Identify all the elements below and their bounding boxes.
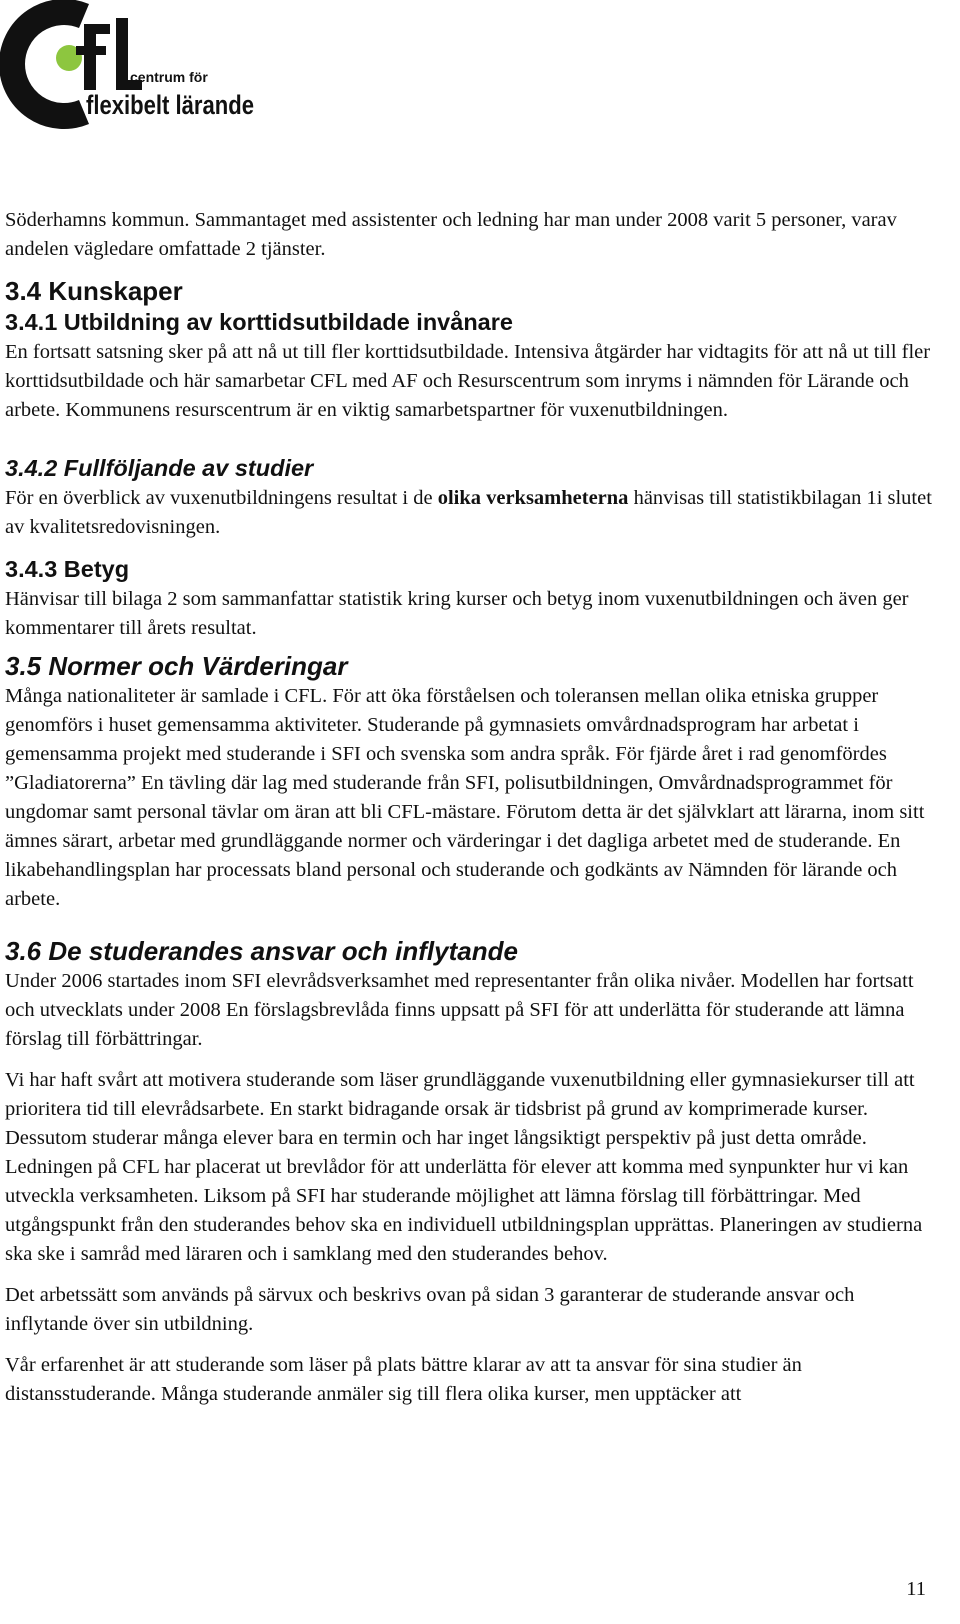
logo-line1: centrum för [130,69,208,85]
cfl-logo [0,0,270,130]
logo-line2: flexibelt lärande [86,90,254,120]
paragraph-3-4-3: Hänvisar till bilaga 2 som sammanfattar statistik kring kurser och betyg inom vuxenutbildningen och även ger kommentarer till årets resultat. [5,588,909,639]
paragraph-3-6-2: Vi har haft svårt att motivera studerande som läser grundläggande vuxenutbildning eller gymnasiekurser till att prioritera tid till elevrådsarbete. En starkt bidragande orsak är tidsbrist på grund av komprimerade kurser. Dessutom studerar många elever bara en termin och har inget långsiktigt perspektiv på just detta område. Ledningen på CFL har placerat ut brevlådor för att underlätta för elever att komma med synpunkter hur vi kan utveckla verksamheten. Liksom på SFI har studerande möjlighet att lämna förslag till förbättringar. Med utgångspunkt från den studerandes behov ska en individuell utbildningsplan upprättas. Planeringen av studierna ska ske i samråd med läraren och i samklang med den studerandes behov. [5,1069,923,1265]
heading-3-4: 3.4 Kunskaper [5,276,183,306]
heading-3-4-2: 3.4.2 Fullföljande av studier [5,455,314,481]
paragraph-3-6-1: Under 2006 startades inom SFI elevrådsverksamhet med representanter från olika nivåer. Modellen har fortsatt och utvecklats under 2008 En förslagsbrevlåda finns uppsatt på SFI för att underlätta för studerande att lämna förslag till förbättringar. [5,970,914,1050]
heading-3-6: 3.6 De studerandes ansvar och inflytande [5,936,518,966]
paragraph-3-4-2-bold: olika verksamheterna [437,487,629,509]
intro-paragraph: Söderhamns kommun. Sammantaget med assistenter och ledning har man under 2008 varit 5 personer, varav andelen vägledare omfattade 2 tjänster. [5,209,897,260]
paragraph-3-5: Många nationaliteter är samlade i CFL. För att öka förståelsen och toleransen mellan olika etniska grupper genomförs i huset gemensamma aktiviteter. Studerande på gymnasiets omvårdnadsprogram har arbetat i gemensamma projekt med studerande i SFI och svenska som andra språk. För fjärde året i rad genomfördes ”Gladiatorerna” En tävling där lag med studerande från SFI, polisutbildningen, Omvårdnadsprogrammet för ungdomar samt personal tävlar om äran att bli CFL-mästare. Förutom detta är det självklart att lärarna, inom sitt ämnes särart, arbetar med grundläggande normer och värderingar i det dagliga arbetet med de studerande. En likabehandlingsplan har processats bland personal och studerande och godkänts av Nämnden för lärande och arbete. [5,685,925,910]
paragraph-3-4-1: En fortsatt satsning sker på att nå ut till fler korttidsutbildade. Intensiva åtgärder har vidtagits för att nå ut till fler korttidsutbildade och här samarbetar CFL med AF och Resurscentrum som inryms i nämnden för Lärande och arbete. Kommunens resurscentrum är en viktig samarbetspartner för vuxenutbildningen. [5,341,931,421]
paragraph-3-6-3: Det arbetssätt som används på särvux och beskrivs ovan på sidan 3 garanterar de studerande ansvar och inflytande över sin utbildning. [5,1284,855,1335]
heading-3-4-1: 3.4.1 Utbildning av korttidsutbildade invånare [5,309,513,335]
page-number: 11 [906,1578,926,1600]
heading-3-5: 3.5 Normer och Värderingar [5,651,348,681]
heading-3-4-3: 3.4.3 Betyg [5,556,130,582]
paragraph-3-4-2-part-c: hänvisas till statistikbilagan 1i slutet av kvalitetsredovisningen. [5,487,932,538]
paragraph-3-4-2-part-a: För en överblick av vuxenutbildningens resultat i de [5,487,438,509]
document-body [5,206,941,1409]
paragraph-3-4-2 [5,484,941,542]
paragraph-3-6-4: Vår erfarenhet är att studerande som läser på plats bättre klarar av att ta ansvar för sina studier än distansstuderande. Många studerande anmäler sig till flera olika kurser, men upptäcker att [5,1354,802,1405]
